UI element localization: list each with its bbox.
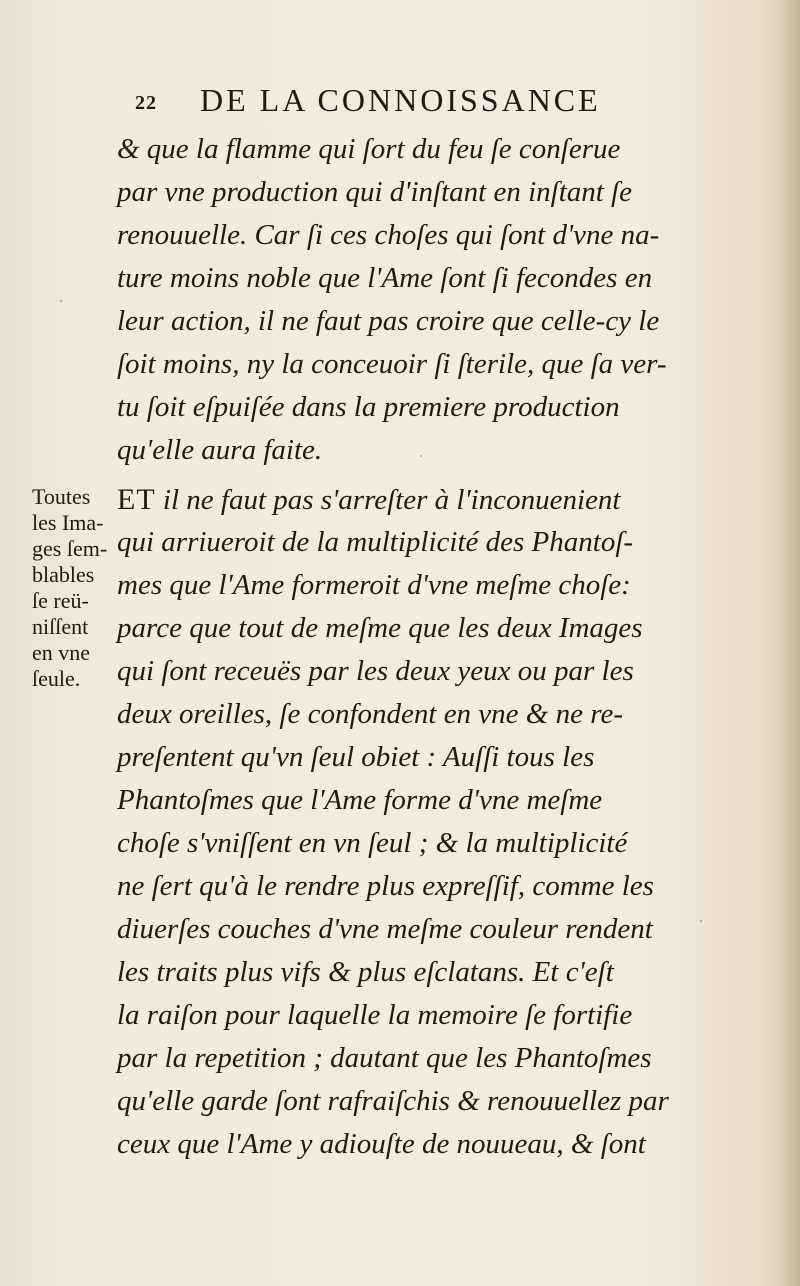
margin-note-line: ſeule.	[32, 666, 81, 691]
first-line-text: il ne faut pas s'arreſter à l'inconuenient	[155, 484, 621, 516]
text-line: par la repetition ; dautant que les Phantoſmes	[117, 1042, 652, 1074]
running-head: DE LA CONNOISSANCE	[200, 82, 601, 118]
margin-note-line: niſſent	[32, 614, 89, 639]
text-line: leur action, il ne faut pas croire que celle-cy le	[117, 305, 660, 337]
text-line: & que la flamme qui ſort du feu ſe conſerue	[117, 133, 621, 165]
page-edge-shadow	[778, 0, 800, 1286]
text-line: qu'elle aura faite.	[117, 434, 323, 466]
text-line: les traits plus vifs & plus eſclatans. Et c'eſt	[117, 956, 614, 988]
text-line: diuerſes couches d'vne meſme couleur rendent	[117, 913, 653, 945]
paragraph-1	[117, 128, 747, 472]
text-line: deux oreilles, ſe confondent en vne & ne re-	[117, 698, 623, 730]
text-line: Phantoſmes que l'Ame forme d'vne meſme	[117, 784, 603, 816]
margin-note-line: blables	[32, 562, 95, 587]
marginal-note	[32, 484, 127, 692]
margin-note-line: ſe reü-	[32, 588, 89, 613]
text-line: tu ſoit eſpuiſée dans la premiere production	[117, 391, 620, 423]
page-number: 22	[135, 92, 157, 114]
text-line: qu'elle garde ſont rafraiſchis & renouuellez par	[117, 1085, 669, 1117]
text-line: la raiſon pour laquelle la memoire ſe fortifie	[117, 999, 633, 1031]
paragraph-2	[117, 478, 747, 1166]
text-line: ne ſert qu'à le rendre plus expreſſif, comme les	[117, 870, 654, 902]
margin-note-line: Toutes	[32, 484, 91, 509]
paper-speck	[420, 455, 422, 457]
text-line: ceux que l'Ame y adiouſte de nouueau, & ſont	[117, 1128, 646, 1160]
margin-note-line: en vne	[32, 640, 91, 665]
text-line: qui arriueroit de la multiplicité des Phantoſ-	[117, 526, 634, 558]
text-line: renouuelle. Car ſi ces choſes qui ſont d'vne na-	[117, 219, 660, 251]
text-line: par vne production qui d'inſtant en inſtant ſe	[117, 176, 632, 208]
paper-speck	[700, 920, 702, 922]
text-line: qui ſont receuës par les deux yeux ou par les	[117, 655, 634, 687]
text-line: preſentent qu'vn ſeul obiet : Auſſi tous les	[117, 741, 595, 773]
page-header	[135, 82, 735, 122]
text-line-first	[117, 478, 747, 521]
margin-note-line: les Ima-	[32, 510, 104, 535]
initial-letters: ET	[117, 483, 156, 516]
text-line: parce que tout de meſme que les deux Images	[117, 612, 643, 644]
margin-note-line: ges ſem-	[32, 536, 108, 561]
text-line: mes que l'Ame formeroit d'vne meſme choſe:	[117, 569, 631, 601]
text-line: ture moins noble que l'Ame ſont ſi fecondes en	[117, 262, 653, 294]
text-line: ſoit moins, ny la conceuoir ſi ſterile, que ſa ver-	[117, 348, 667, 380]
text-line: choſe s'vniſſent en vn ſeul ; & la multiplicité	[117, 827, 628, 859]
paper-speck	[60, 300, 62, 302]
